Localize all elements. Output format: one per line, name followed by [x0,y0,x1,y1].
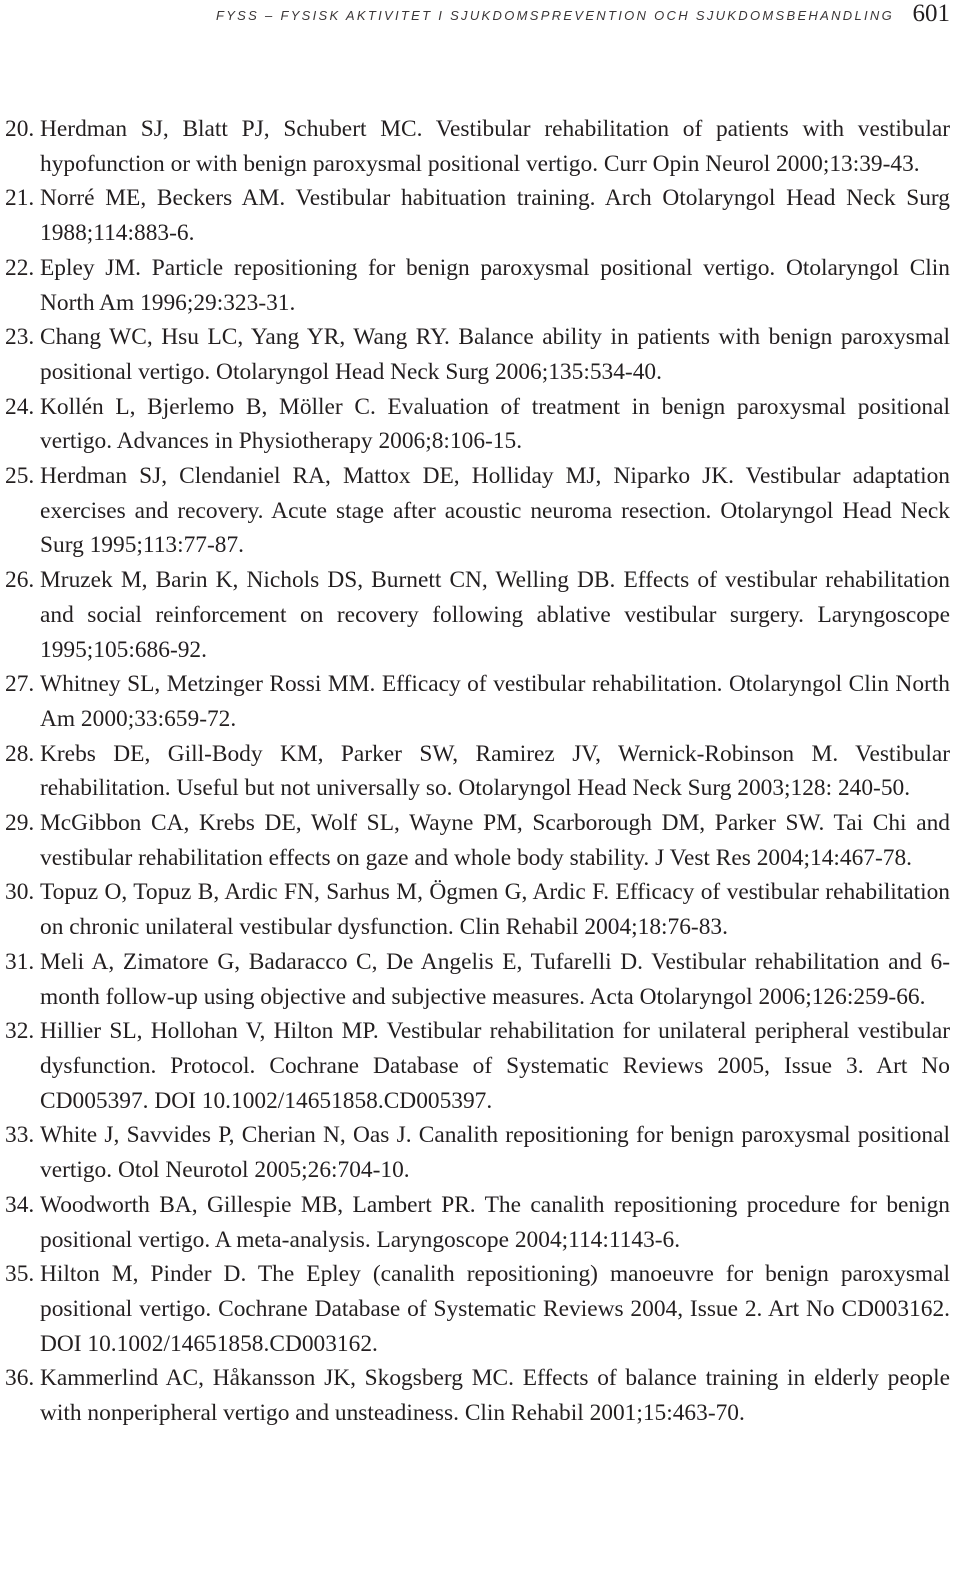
reference-text: Norré ME, Beckers AM. Vestibular habituation training. Arch Otolaryngol Head Neck Surg 1988;114:883-6. [40,185,950,247]
reference-item [0,1257,960,1361]
reference-item [0,667,960,736]
reference-number: 31. [5,948,35,975]
reference-text: Krebs DE, Gill-Body KM, Parker SW, Ramirez JV, Wernick-Robinson M. Vestibular rehabilitation. Useful but not universally so. Otolaryngol Head Neck Surg 2003;128: 240-50. [40,740,950,802]
running-title: FYSS – FYSISK AKTIVITET I SJUKDOMSPREVENTION OCH SJUKDOMSBEHANDLING [215,8,894,23]
reference-item [0,390,960,459]
reference-text: Hilton M, Pinder D. The Epley (canalith repositioning) manoeuvre for benign paroxysmal positional vertigo. Cochrane Database of Systematic Reviews 2004, Issue 2. Art No CD003162. DOI 10.1002/14651858.CD003162. [40,1261,950,1357]
reference-number: 32. [5,1018,35,1045]
reference-number: 24. [5,393,35,420]
reference-text: Topuz O, Topuz B, Ardic FN, Sarhus M, Ögmen G, Ardic F. Efficacy of vestibular rehabilitation on chronic unilateral vestibular dysfunction. Clin Rehabil 2004;18:76-83. [40,879,950,941]
reference-number: 26. [5,567,35,594]
reference-text: Kammerlind AC, Håkansson JK, Skogsberg MC. Effects of balance training in elderly people with nonperipheral vertigo and unsteadiness. Clin Rehabil 2001;15:463-70. [40,1365,950,1427]
reference-number: 35. [5,1261,35,1288]
page-number: 601 [912,0,950,27]
reference-item [0,1361,960,1430]
reference-item [0,1118,960,1187]
reference-item [0,1188,960,1257]
reference-number: 36. [5,1365,35,1392]
reference-item [0,1014,960,1118]
reference-number: 21. [5,185,35,212]
reference-text: McGibbon CA, Krebs DE, Wolf SL, Wayne PM, Scarborough DM, Parker SW. Tai Chi and vestibular rehabilitation effects on gaze and whole body stability. J Vest Res 2004;14:467-78. [40,810,950,871]
reference-list [0,112,960,1431]
reference-number: 30. [5,879,35,906]
reference-item [0,806,960,875]
reference-text: Mruzek M, Barin K, Nichols DS, Burnett CN, Welling DB. Effects of vestibular rehabilitation and social reinforcement on recovery following ablative vestibular surgery. Laryngoscope 1995;105:686-92. [40,567,950,663]
reference-text: Chang WC, Hsu LC, Yang YR, Wang RY. Balance ability in patients with benign paroxysmal positional vertigo. Otolaryngol Head Neck Surg 2006;135:534-40. [40,324,950,385]
reference-item [0,112,960,181]
reference-number: 22. [5,254,35,281]
reference-text: Meli A, Zimatore G, Badaracco C, De Angelis E, Tufarelli D. Vestibular rehabilitation and 6-month follow-up using objective and subjective measures. Acta Otolaryngol 2006;126:259-66. [40,948,950,1010]
reference-number: 27. [5,671,35,698]
reference-text: Herdman SJ, Blatt PJ, Schubert MC. Vestibular rehabilitation of patients with vestibular hypofunction or with benign paroxysmal positional vertigo. Curr Opin Neurol 2000;13:39-43. [40,116,950,177]
reference-text: Woodworth BA, Gillespie MB, Lambert PR. The canalith repositioning procedure for benign positional vertigo. A meta-analysis. Laryngoscope 2004;114:1143-6. [40,1191,950,1253]
reference-number: 25. [5,463,35,490]
reference-number: 23. [5,324,35,351]
reference-text: Whitney SL, Metzinger Rossi MM. Efficacy of vestibular rehabilitation. Otolaryngol Clin North Am 2000;33:659-72. [40,671,950,732]
reference-item [0,945,960,1014]
reference-text: White J, Savvides P, Cherian N, Oas J. Canalith repositioning for benign paroxysmal positional vertigo. Otol Neurotol 2005;26:704-10. [40,1122,950,1184]
running-header [0,0,960,34]
reference-number: 28. [5,740,35,767]
reference-item [0,737,960,806]
reference-text: Kollén L, Bjerlemo B, Möller C. Evaluation of treatment in benign paroxysmal positional vertigo. Advances in Physiotherapy 2006;8:106-15. [40,393,950,455]
reference-item [0,563,960,667]
reference-text: Hillier SL, Hollohan V, Hilton MP. Vestibular rehabilitation for unilateral peripheral vestibular dysfunction. Protocol. Cochrane Database of Systematic Reviews 2005, Issue 3. Art No CD005397. DOI 10.1002/14651858.CD005397. [40,1018,950,1114]
reference-item [0,251,960,320]
reference-text: Epley JM. Particle repositioning for benign paroxysmal positional vertigo. Otolaryngol Clin North Am 1996;29:323-31. [40,254,950,316]
reference-text: Herdman SJ, Clendaniel RA, Mattox DE, Holliday MJ, Niparko JK. Vestibular adaptation exercises and recovery. Acute stage after acoustic neuroma resection. Otolaryngol Head Neck Surg 1995;113:77-87. [40,463,950,559]
reference-number: 20. [5,116,35,142]
reference-item [0,320,960,389]
reference-number: 34. [5,1191,35,1218]
reference-item [0,459,960,563]
reference-number: 33. [5,1122,35,1149]
reference-number: 29. [5,810,35,837]
reference-item [0,875,960,944]
reference-item [0,181,960,250]
